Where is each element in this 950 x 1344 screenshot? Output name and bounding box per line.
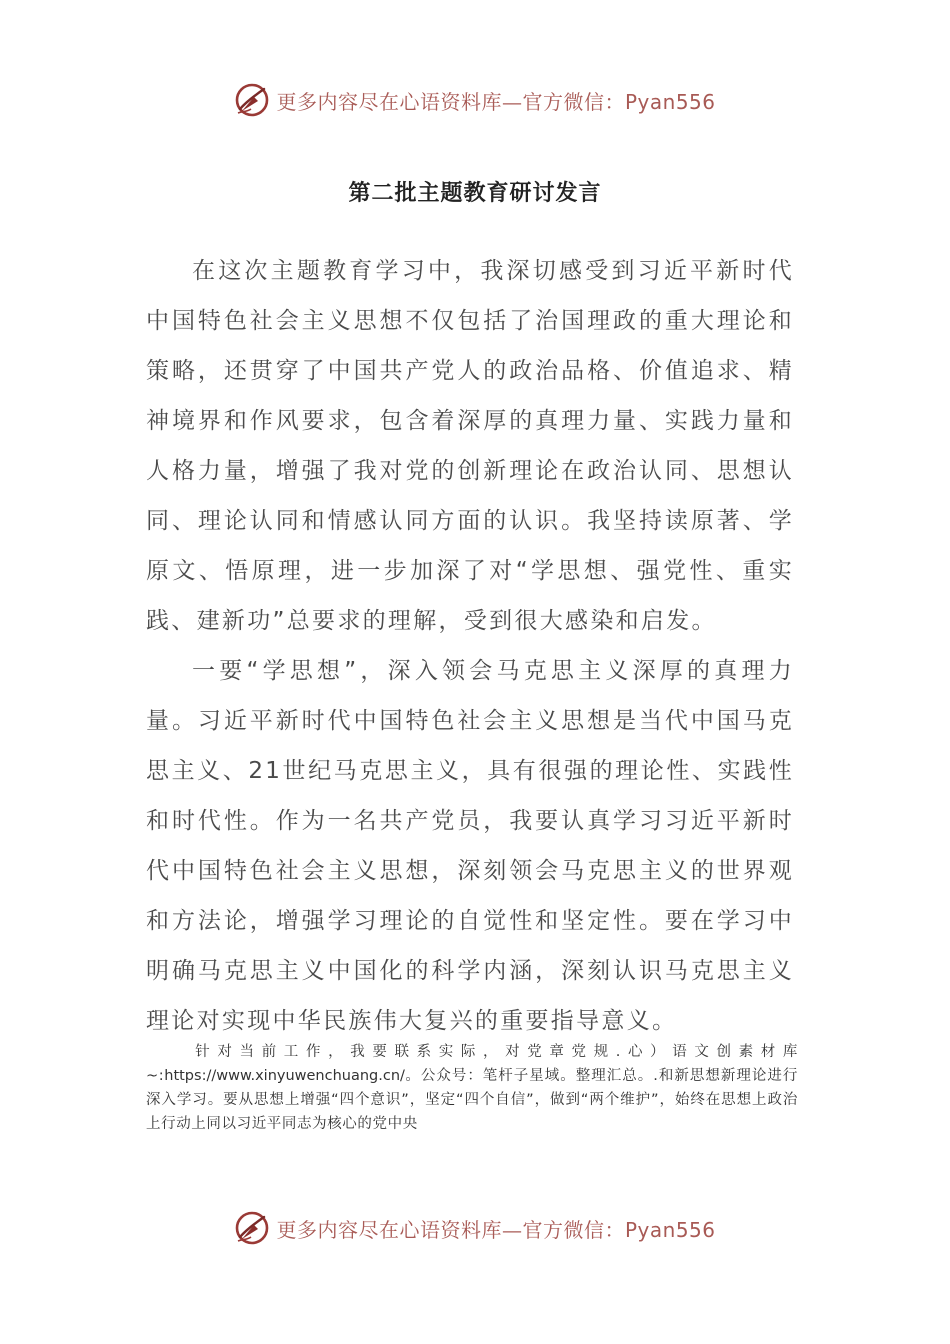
small-text-block bbox=[146, 1040, 798, 1136]
body-paragraph: 在这次主题教育学习中，我深切感受到习近平新时代中国特色社会主义思想不仅包括了治国理政的重大理论和策略，还贯穿了中国共产党人的政治品格、价值追求、精神境界和作风要求，包含着深厚的真理力量、实践力量和人格力量，增强了我对党的创新理论在政治认同、思想认同、理论认同和情感认同方面的认识。我坚持读原著、学原文、悟原理，进一步加深了对“学思想、强党性、重实践、建新功”总要求的理解，受到很大感染和启发。 bbox=[146, 258, 794, 634]
body-paragraph: 一要“学思想”，深入领会马克思主义深厚的真理力量。习近平新时代中国特色社会主义思想是当代中国马克思主义、21世纪马克思主义，具有很强的理论性、实践性和时代性。作为一名共产党员，我要认真学习习近平新时代中国特色社会主义思想，深刻领会马克思主义的世界观和方法论，增强学习理论的自觉性和坚定性。要在学习中明确马克思主义中国化的科学内涵，深刻认识马克思主义理论对实现中华民族伟大复兴的重要指导意义。 bbox=[146, 658, 794, 1034]
document-body bbox=[146, 246, 794, 1046]
footer-wechat-handle: Pyan556 bbox=[624, 1217, 716, 1242]
header-banner-text: 更多内容尽在心语资料库—官方微信：Pyan556 bbox=[276, 89, 716, 114]
header-wechat-handle: Pyan556 bbox=[624, 89, 716, 114]
header-banner bbox=[0, 82, 950, 118]
footer-banner-text: 更多内容尽在心语资料库—官方微信：Pyan556 bbox=[276, 1217, 716, 1242]
pen-nib-logo-icon bbox=[234, 82, 270, 118]
small-text-rest: 。公众号：笔杆子星域。整理汇总。.和新思想新理论进行深入学习。要从思想上增强“四个意识”，坚定“四个自信”，做到“两个维护”，始终在思想上政治上行动上同以习近平同志为核心的党中央 bbox=[146, 1068, 798, 1132]
document-title: 第二批主题教育研讨发言 bbox=[348, 180, 602, 206]
small-text-lead: 针对当前工作，我要联系实际，对党章党规.心）语文创素材库~: bbox=[146, 1044, 798, 1084]
pen-nib-logo-icon bbox=[234, 1210, 270, 1246]
footer-banner bbox=[0, 1210, 950, 1246]
website-link[interactable]: https://www.xinyuwenchuang.cn/ bbox=[164, 1068, 405, 1084]
